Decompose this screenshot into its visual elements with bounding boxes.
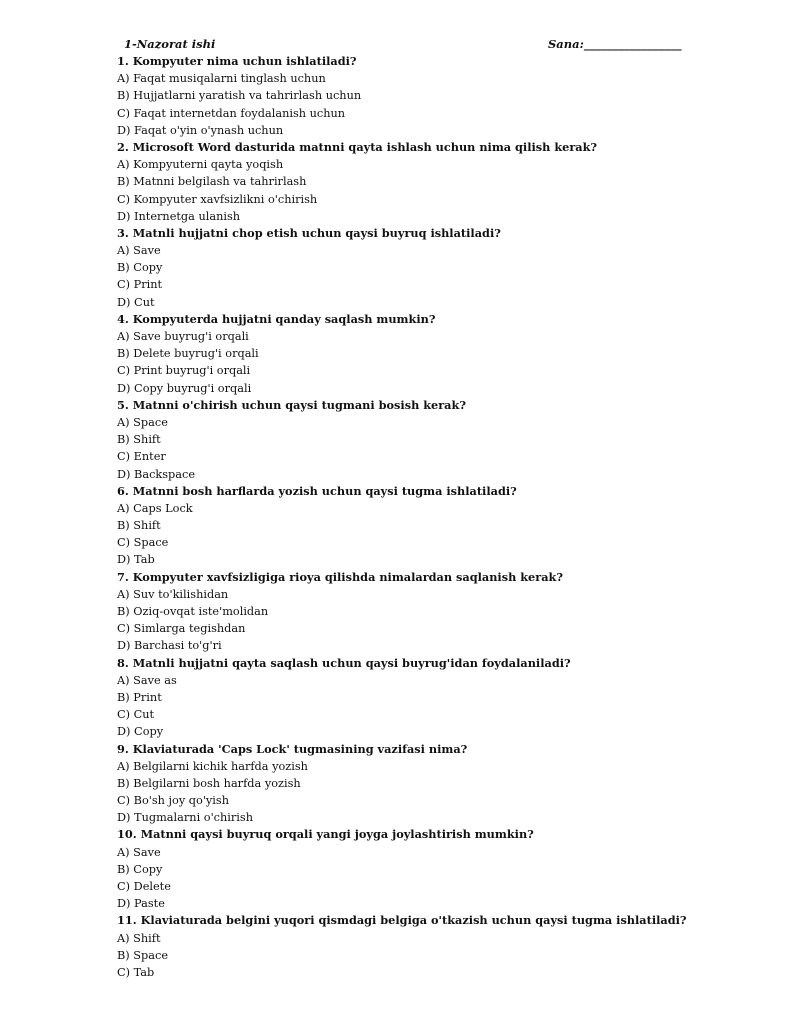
question-block <box>117 311 757 397</box>
answer-option: C) Delete <box>117 880 171 893</box>
question-text: 5. Matnni o'chirish uchun qaysi tugmani bosish kerak? <box>117 397 466 412</box>
answer-option: B) Space <box>117 948 169 962</box>
answer-option: B) Matnni belgilash va tahrirlash <box>117 175 307 189</box>
document-title: 1-Nazorat ishi <box>124 37 216 51</box>
answer-option: D) Copy buyrug'i orqali <box>117 381 252 395</box>
answer-option: A) Shift <box>117 931 161 945</box>
answer-option: B) Hujjatlarni yaratish va tahrirlash uchun <box>117 89 362 103</box>
answer-option: C) Bo'sh joy qo'yish <box>117 794 229 808</box>
answer-option: C) Print buyrug'i orqali <box>117 364 251 378</box>
question-list <box>117 53 757 981</box>
question-block <box>117 397 757 483</box>
answer-option: A) Save as <box>117 673 177 687</box>
question-text: 10. Matnni qaysi buyruq orqali yangi joyga joylashtirish mumkin? <box>117 827 534 842</box>
answer-option: C) Space <box>117 536 169 550</box>
question-text: 11. Klaviaturada belgini yuqori qismdagi belgiga o'tkazish uchun qaysi tugma ishlatiladi? <box>117 913 687 928</box>
question-block <box>117 139 757 225</box>
answer-option: B) Shift <box>117 433 161 447</box>
question-text: 9. Klaviaturada 'Caps Lock' tugmasining vazifasi nima? <box>117 741 468 756</box>
answer-option: A) Suv to'kilishidan <box>117 587 229 601</box>
answer-option: B) Shift <box>117 519 161 533</box>
question-text: 4. Kompyuterda hujjatni qanday saqlash mumkin? <box>117 311 436 326</box>
answer-option: D) Faqat o'yin o'ynash uchun <box>117 123 284 137</box>
question-text: 3. Matnli hujjatni chop etish uchun qaysi buyruq ishlatiladi? <box>117 225 501 240</box>
answer-option: A) Kompyuterni qayta yoqish <box>117 158 284 172</box>
answer-option: D) Internetga ulanish <box>117 209 241 223</box>
date-field: Sana:_________________ <box>548 37 682 51</box>
answer-option: C) Tab <box>117 965 155 979</box>
question-text: 6. Matnni bosh harflarda yozish uchun qaysi tugma ishlatiladi? <box>117 483 517 498</box>
document-header <box>124 37 684 53</box>
question-text: 8. Matnli hujjatni qayta saqlash uchun qaysi buyrug'idan foydalaniladi? <box>117 655 571 670</box>
question-block <box>117 483 757 569</box>
answer-option: B) Copy <box>117 862 163 876</box>
answer-option: A) Save <box>117 244 161 258</box>
answer-option: A) Caps Lock <box>117 501 193 515</box>
question-text: 7. Kompyuter xavfsizligiga rioya qilishda nimalardan saqlanish kerak? <box>117 569 563 584</box>
question-block <box>117 912 757 981</box>
question-block <box>117 53 757 139</box>
answer-option: C) Enter <box>117 450 166 464</box>
question-block <box>117 655 757 741</box>
answer-option: C) Cut <box>117 708 155 722</box>
answer-option: A) Faqat musiqalarni tinglash uchun <box>117 72 326 86</box>
answer-option: C) Simlarga tegishdan <box>117 622 246 636</box>
question-block <box>117 225 757 311</box>
answer-option: B) Delete buyrug'i orqali <box>117 347 259 361</box>
answer-option: D) Barchasi to'g'ri <box>117 639 222 653</box>
answer-option: B) Copy <box>117 261 163 275</box>
answer-option: D) Copy <box>117 725 164 739</box>
answer-option: C) Faqat internetdan foydalanish uchun <box>117 106 346 120</box>
answer-option: A) Save buyrug'i orqali <box>117 330 249 343</box>
answer-option: B) Belgilarni bosh harfda yozish <box>117 776 301 790</box>
answer-option: B) Oziq-ovqat iste'molidan <box>117 605 269 618</box>
answer-option: D) Backspace <box>117 467 196 481</box>
question-block <box>117 741 757 827</box>
answer-option: D) Tab <box>117 553 155 567</box>
answer-option: C) Print <box>117 278 163 292</box>
answer-option: A) Belgilarni kichik harfda yozish <box>117 759 308 773</box>
answer-option: A) Space <box>117 415 168 429</box>
question-text: 2. Microsoft Word dasturida matnni qayta ishlash uchun nima qilish kerak? <box>117 139 598 154</box>
answer-option: D) Paste <box>117 897 165 911</box>
answer-option: D) Tugmalarni o'chirish <box>117 811 253 825</box>
question-text: 1. Kompyuter nima uchun ishlatiladi? <box>117 54 357 68</box>
question-block <box>117 569 757 655</box>
answer-option: D) Cut <box>117 295 155 309</box>
question-block <box>117 826 757 912</box>
answer-option: C) Kompyuter xavfsizlikni o'chirish <box>117 192 318 206</box>
answer-option: A) Save <box>117 845 161 859</box>
answer-option: B) Print <box>117 690 162 704</box>
